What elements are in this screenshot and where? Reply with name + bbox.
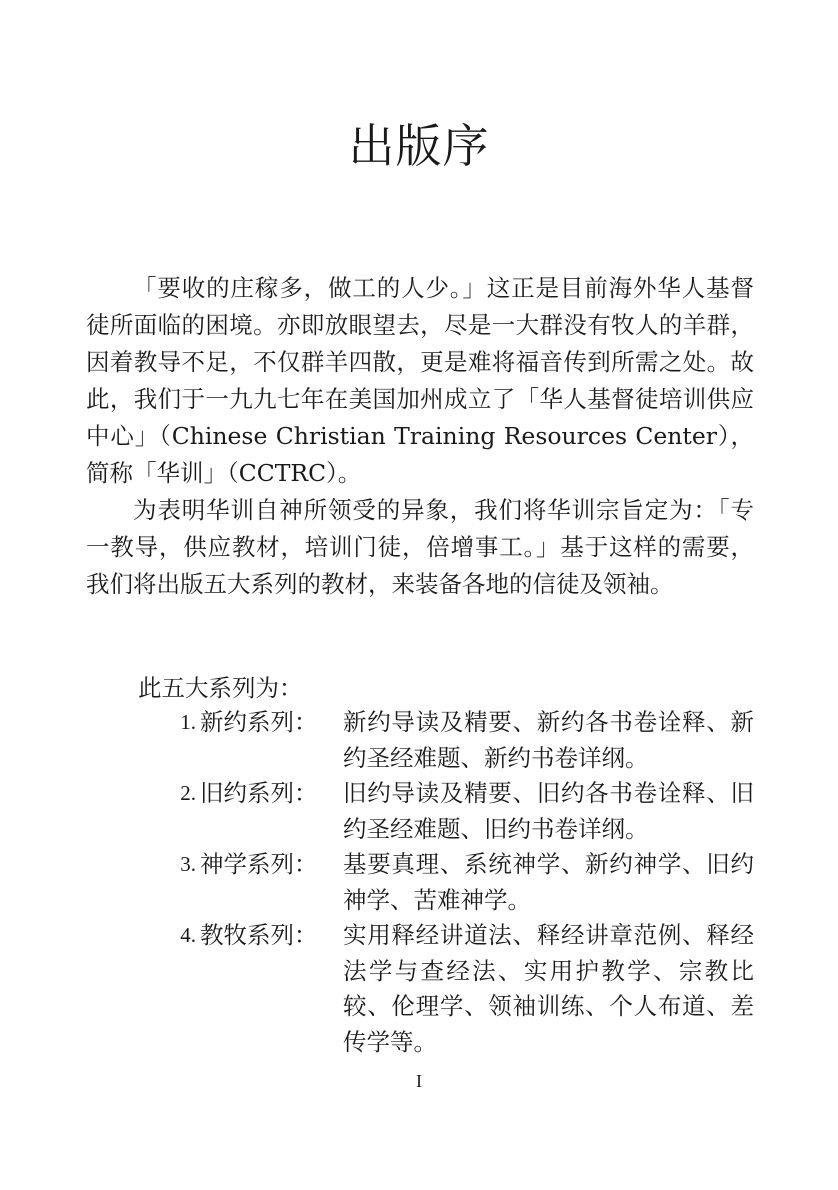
series-description: 新约导读及精要、新约各书卷诠释、新约圣经难题、新约书卷详纲。 [343, 708, 754, 772]
series-description: 旧约导读及精要、旧约各书卷诠释、旧约圣经难题、旧约书卷详纲。 [343, 779, 754, 843]
series-number: 4. [180, 923, 196, 947]
series-item-new-testament [150, 705, 754, 776]
series-list [150, 705, 754, 1060]
series-item-pastoral [150, 918, 754, 1060]
series-name: 旧约系列： [200, 779, 318, 807]
preface-paragraph-1: 「要收的庄稼多，做工的人少。」这正是目前海外华人基督徒所面临的困境。亦即放眼望去，尽是一大群没有牧人的羊群，因着教导不足，不仅群羊四散，更是难将福音传到所需之处。故此，我们于一九九七年在美国加州成立了「华人基督徒培训供应中心」（Chinese Christian Training Resources Center），简称「华训」（CCTRC）。 [86, 274, 754, 487]
series-number: 2. [180, 781, 196, 805]
series-description: 基要真理、系统神学、新约神学、旧约神学、苦难神学。 [343, 850, 754, 914]
series-item-old-testament [150, 776, 754, 847]
series-number: 1. [180, 710, 196, 734]
page-number: I [416, 1071, 422, 1091]
series-number: 3. [180, 852, 196, 876]
preface-body [86, 270, 754, 603]
series-name: 新约系列： [200, 708, 318, 736]
series-intro: 此五大系列为： [138, 674, 303, 702]
page-title: 出版序 [348, 119, 490, 173]
series-name: 教牧系列： [200, 921, 318, 949]
series-item-theology [150, 847, 754, 918]
series-description: 实用释经讲道法、释经讲章范例、释经法学与查经法、实用护教学、宗教比较、伦理学、领袖训练、个人布道、差传学等。 [343, 921, 754, 1056]
series-name: 神学系列： [200, 850, 318, 878]
preface-paragraph-2: 为表明华训自神所领受的异象，我们将华训宗旨定为：「专一教导，供应教材，培训门徒，倍增事工。」基于这样的需要，我们将出版五大系列的教材，来装备各地的信徒及领袖。 [86, 496, 754, 598]
